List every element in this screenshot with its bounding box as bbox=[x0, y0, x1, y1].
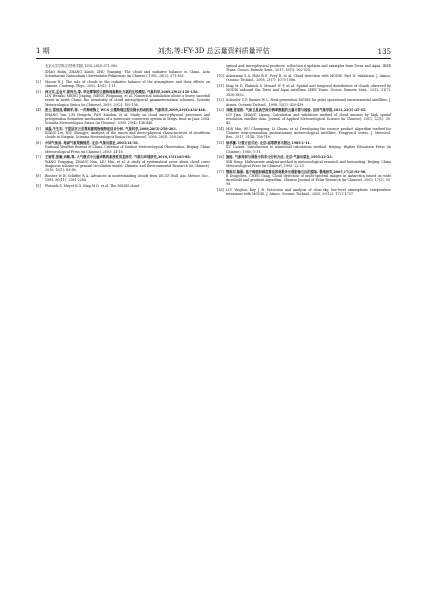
page-header bbox=[36, 44, 391, 56]
reference-item bbox=[36, 90, 210, 107]
running-title: 刘杰,等:FY-3D 总云量资料质量评估 bbox=[157, 47, 270, 55]
ref-text: LIU Jian, ZHANG Liyang. Calculation and validation method of cloud amount by high spatial resolution satellite data. Journal of Applied Meteorological Science (in Chinese), 2011, 22(1): 35-45. bbox=[226, 112, 391, 125]
ref-number: [3] bbox=[36, 89, 41, 94]
ref-continuation: ZHAO Bolin, ZHANG Xiaoli, ZHU Yuanjing. The cloud and radiative balance in China. Acta Scientiarum Naturalium Universitatis Pekinensis (in Chinese), 1992, 28(3): 371-383. bbox=[45, 69, 210, 78]
ref-number: [13] bbox=[217, 108, 224, 113]
ref-number: [15] bbox=[217, 141, 224, 145]
ref-text: XIANG Lei, NIU Shengjie. Analysis of the macro and micro-physical characteristics of stratiform clouds in Ningxia. Scientia Meteorologica Sinica (in Chinese), 2008, 28(3): 258-263. bbox=[45, 131, 210, 140]
ref-number: [10] bbox=[217, 74, 224, 78]
issue-label: 1 期 bbox=[36, 47, 50, 55]
reference-item bbox=[36, 127, 210, 140]
ref-text-chinese: 张云,雷恒池,谭晓军,等. 一次梅雨锋上 WCS 云微物理过程及降水形成机制. 气象科学,2009,29(4):434-446. bbox=[45, 108, 207, 113]
ref-number: [5] bbox=[36, 126, 41, 131]
reference-item bbox=[217, 84, 391, 97]
ref-text: Schueler C F, Barnes W L. Next-generation MODIS for polar operational environmental satellites. J. Atmos. Oceanic Technol., 1998, 15(2): 430-439. bbox=[226, 98, 391, 107]
ref-number: [2] bbox=[36, 79, 41, 84]
ref-number: [9] bbox=[36, 183, 41, 188]
ref-number: [7] bbox=[36, 155, 41, 160]
reference-item bbox=[36, 80, 210, 89]
reference-item bbox=[36, 108, 210, 125]
reference-item bbox=[217, 141, 391, 154]
ref-text: LIN Wenshi, MENG Jinping, MENG Weiguang, et al. Numerical simulation about a heavy snowfall event in north China: the sensitivity of cloud microphysical parameterization schemes. Scientia Meteorologica Sinica (in Chinese), 2009, 29(2): 150-156. bbox=[45, 94, 210, 107]
reference-item bbox=[217, 127, 391, 140]
reference-item bbox=[36, 174, 210, 183]
ref-text: SHI Neng. Multivariate analysis method in meteorological research and forecasting. Beijing: China Meteorological Press (in Chinese), 1995: 22-23. bbox=[226, 159, 391, 168]
reference-item bbox=[36, 184, 210, 188]
reference-item bbox=[217, 108, 391, 125]
ref-text: XU Cuiwei. Introduction to numerical calculation method. Beijing: Higher Education Press (in Chinese), 1985: 1-11. bbox=[226, 145, 391, 154]
ref-number: [4] bbox=[36, 108, 41, 113]
ref-number: [17] bbox=[217, 169, 224, 174]
ref-text: MIN Min, WU Chunqiang, LI Chuan, et al. Developing the science product algorithm testbed for Chinese next-generation geostationary meteorological satellites, Fengyun-4 series. J. Meteorol. Res., 2017, 31(4): 708-719. bbox=[226, 126, 391, 140]
reference-item bbox=[217, 170, 391, 187]
ref-number: [18] bbox=[217, 188, 224, 192]
ref-text: Platnick S, Meyer K G, King M D, et al. The MODIS cloud bbox=[45, 183, 140, 188]
ref-text: WANG Yongqing, ZHANG Nan, LIU Min, et al. A study of systematical error about cloud cover diagnosis scheme in general circulation model. Climatic and Environmental Research (in Chinese), 2010, 15(1): 83-88. bbox=[45, 159, 210, 172]
right-column bbox=[217, 64, 391, 198]
ref-text: ZHANG Yun, LEI Hengchi, PAN Xiaobin, et al. Study on cloud micro-physical processes and precipitation formation mechanisms of a mesoscale convective system in Meiyu front in June 2004. Scientia Meteorologica Sinica (in Chinese), 2009, 29(4): 434-446. bbox=[45, 112, 210, 125]
page-number: 135 bbox=[377, 48, 391, 56]
ref-text: Bisseer W B, Schiffer R A. Advances in understanding clouds from ISCCP. Bull. Am. Meteor. Soc., 1999, 80(11): 2261-2288. bbox=[45, 173, 210, 182]
ref-text: LIU Yinghui, Key J R. Detection and analysis of clear-sky, low-level atmospheric temperature inversions with MODIS. J. Atmos. Oceanic Technol., 2003, 20(12): 1727-1737. bbox=[226, 188, 391, 197]
ref-text-chinese: 林文实,孟金平,蒙伟光,等. 华北雾等的云微物理参数化方案的比较模拟. 气象科学,2009,29(2):150-156. bbox=[45, 89, 199, 94]
ref-text-chinese: 中国气象局. 地面气象观测规范. 北京:气象出版社,2003:14-16. bbox=[45, 141, 139, 145]
ref-text-chinese: 施能. 气象科研与预报中的多元分析方法. 北京:气象出版社,1995:22-23. bbox=[226, 155, 333, 160]
ref-number: [14] bbox=[217, 126, 224, 131]
ref-number: [12] bbox=[217, 98, 224, 103]
reference-item bbox=[217, 98, 391, 107]
ref-number: [11] bbox=[217, 84, 224, 88]
reference-item bbox=[217, 188, 391, 197]
ref-text: King M D, Platnick S, Menzel W P, et al. Spatial and temporal distribution of clouds observed by MODIS onboard the Terra and Aqua satellites. IEEE Trans. Geosci. Remote Sens., 2013, 51(7): 3826-3852. bbox=[226, 84, 391, 97]
left-column bbox=[36, 64, 210, 190]
ref-text: Ackerman S A, Holz R E, Frey R, et al. Cloud detection with MODIS. Part II: validation. J. Atmos. Oceanic Technol., 2008, 25(7): 1073-1086. bbox=[226, 74, 391, 83]
ref-continuation: optical and microphysical products: collection 6 updates and examples from Terra and Aqua. IEEE Trans. Geosci. Remote Sens., 2017, 55(1): 502-525. bbox=[226, 64, 391, 73]
reference-item bbox=[217, 74, 391, 83]
reference-item bbox=[36, 141, 210, 154]
ref-text: National Weather Bureau of China. Criterion of Surface Meteorological Observation. Beijing: China Meteorological Press (in Chinese), 2003: 14-16. bbox=[45, 145, 210, 154]
ref-number: [8] bbox=[36, 173, 41, 178]
ref-continuation: 北京大学学报(自然科学版),1992,28(3):371-383. bbox=[45, 64, 118, 68]
ref-number: [6] bbox=[36, 141, 41, 145]
ref-text-chinese: 徐孝濂. 计算方法引论. 北京:高等教育出版社,1985:1-11. bbox=[226, 141, 311, 145]
reference-item bbox=[36, 155, 210, 172]
ref-number: [16] bbox=[217, 155, 224, 160]
ref-text-chinese: 项磊,牛生杰. 宁夏层状云宏观和微观物理特征综合分析. 气象科学,2008,28(3):258-263. bbox=[45, 126, 177, 131]
header-rule bbox=[36, 58, 391, 59]
ref-text-chinese: 刘健,张里阳. 气象卫星高空间分辨率数据的云量计算与检验. 应用气象学报,2011,22(1):35-45. bbox=[226, 108, 367, 113]
reference-item bbox=[217, 155, 391, 168]
ref-text-chinese: 鄂栋臣,陈刚. 基于阈值和梯度算法的南极多光谱影像云区的提取. 极地研究,2005,17(2):93-98. bbox=[226, 169, 367, 174]
ref-text-chinese: 王婉青,张颖,刘敏,等. 大气模式中云量诊断的系统性误差研究. 气候与环境研究,2010,15(1):83-88. bbox=[45, 155, 191, 160]
ref-text: Mason R J. The role of clouds in the radiative balance of the atmosphere and their effects on climate. Contemp. Phys., 2002, 43(1): 1-11. bbox=[45, 79, 210, 88]
ref-text: E Dongchen, CHEN Gang. Cloud detection of multi-spectral images in Antarctica based on wide threshold and gradient algorithm. Chinese Journal of Polar Research (in Chinese), 2005, 17(2): 93-98. bbox=[226, 173, 391, 187]
